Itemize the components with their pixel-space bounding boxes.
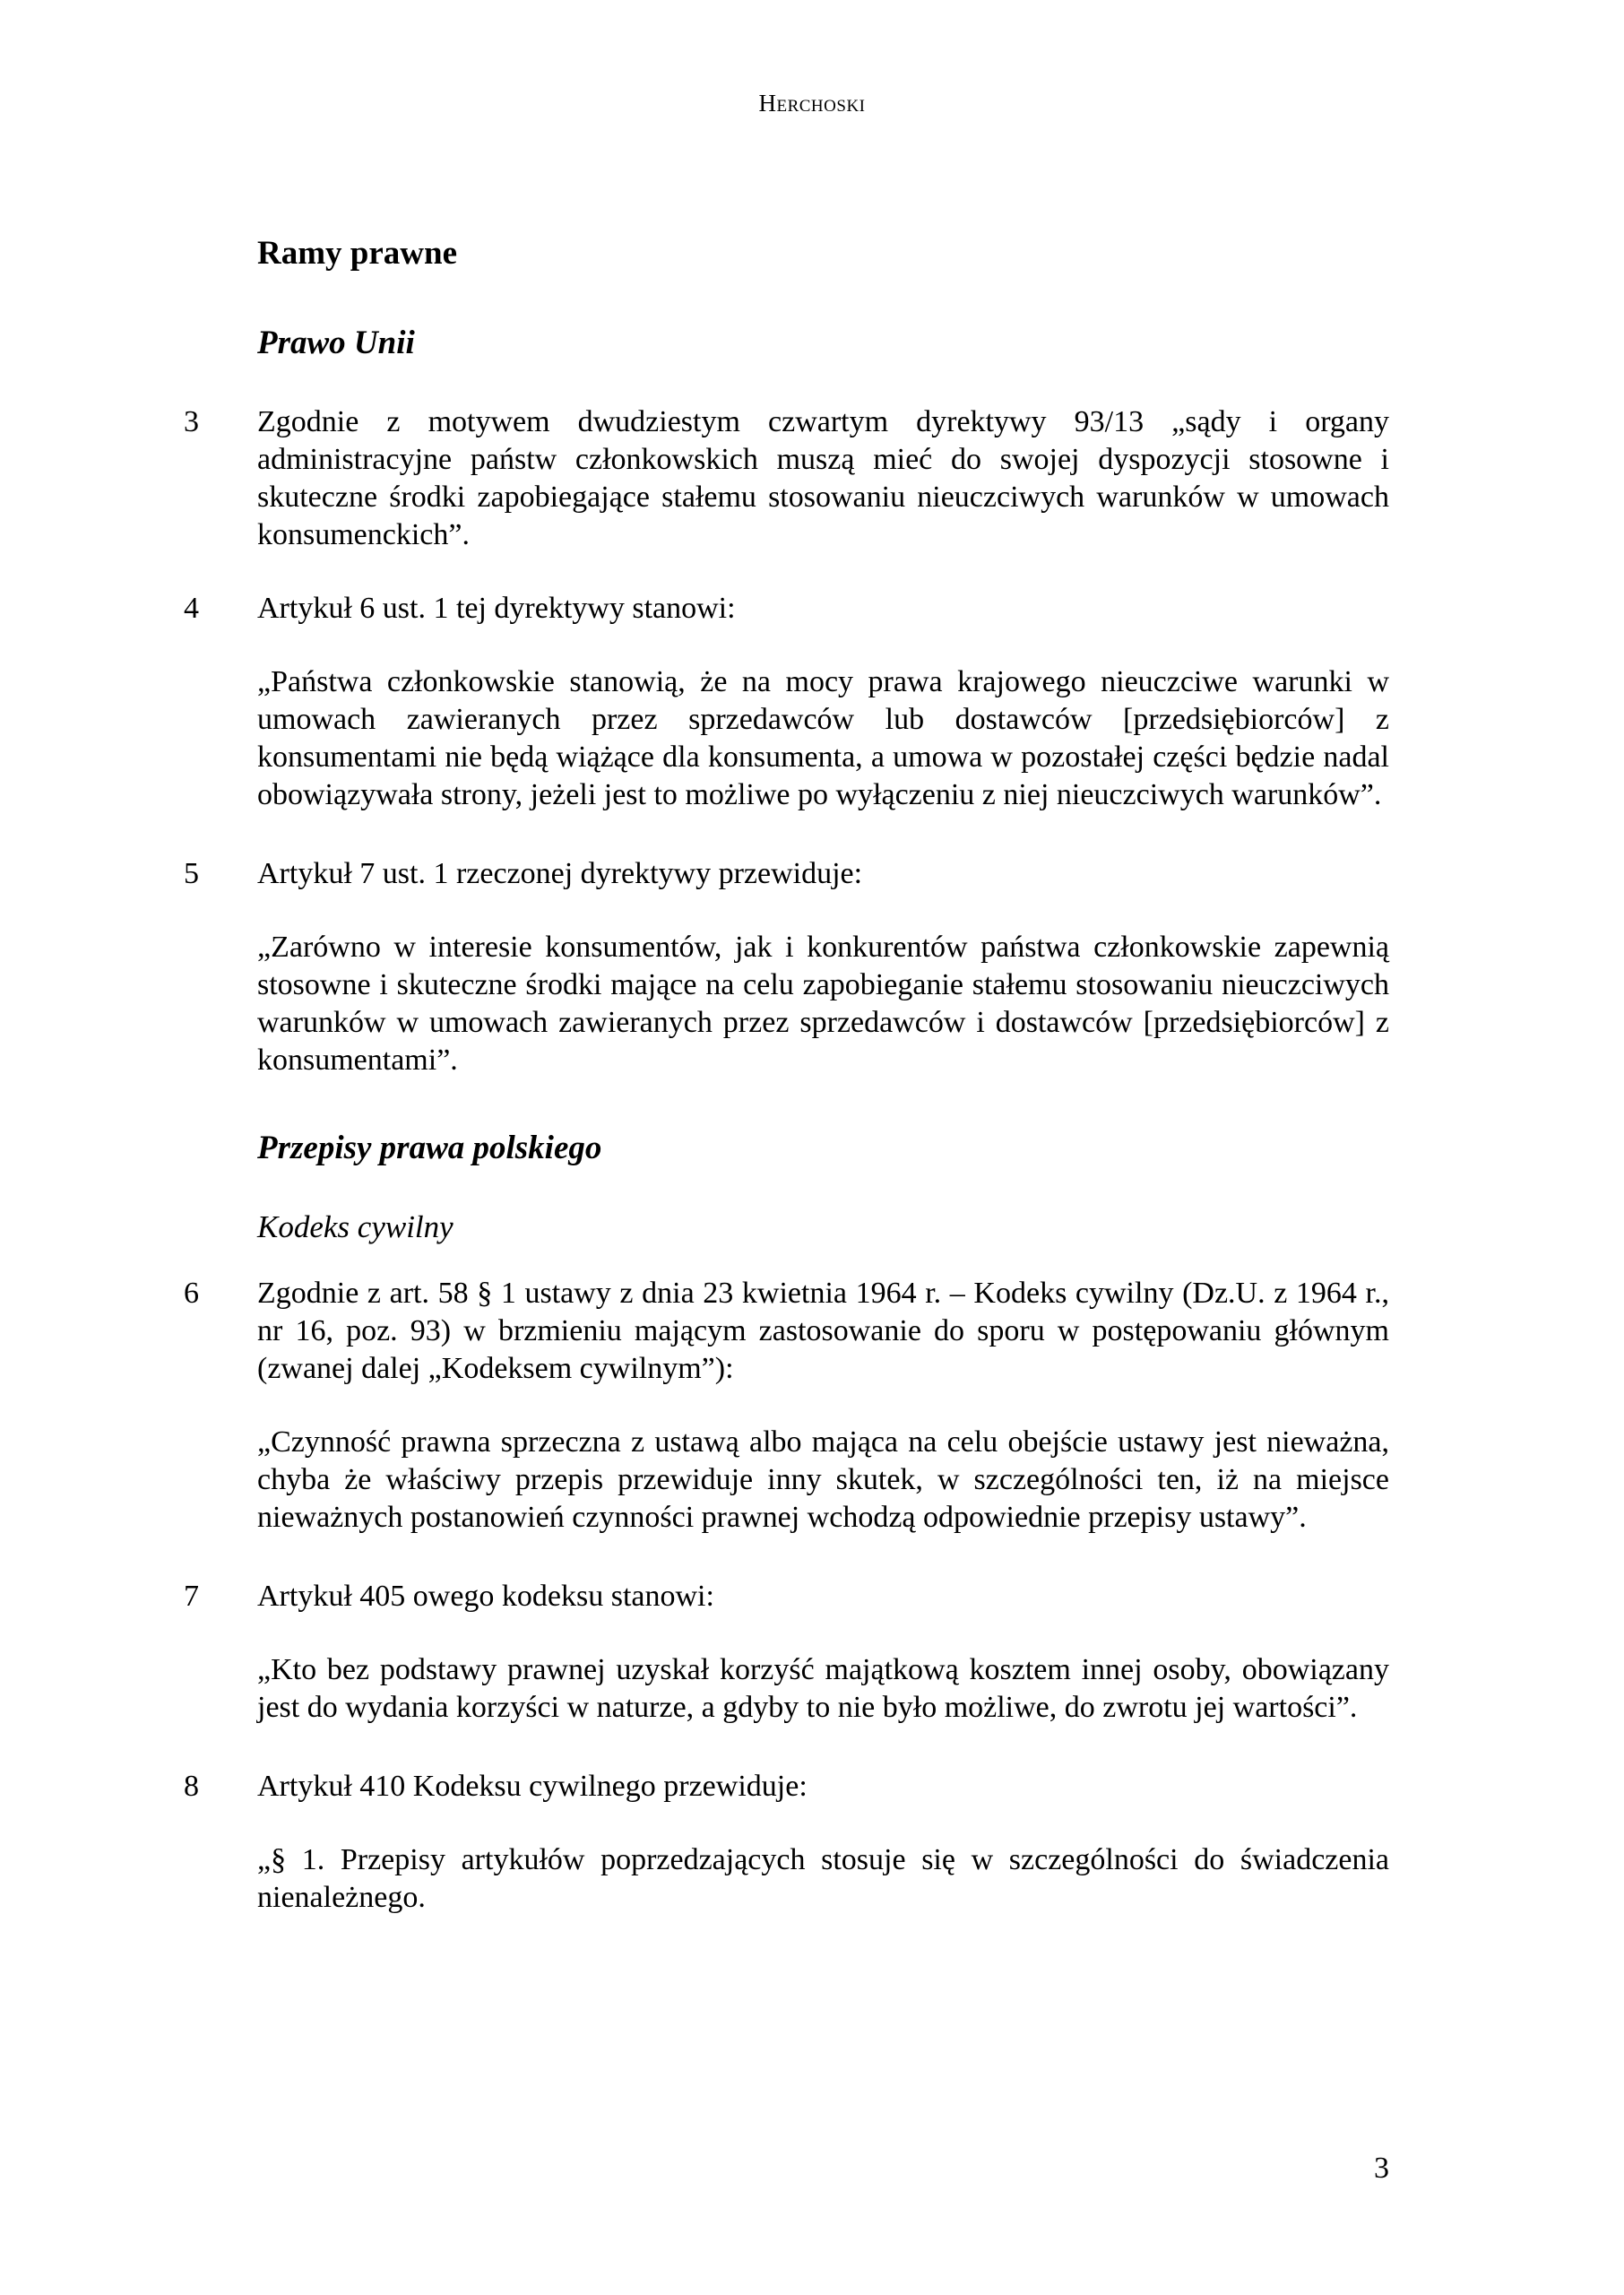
paragraph-5-text: Artykuł 7 ust. 1 rzeczonej dyrektywy przewiduje: — [257, 857, 863, 890]
subsection-heading-polish-law: Przepisy prawa polskiego — [257, 1130, 602, 1166]
paragraph-8-number: 8 — [184, 1770, 199, 1803]
paragraph-7-text: Artykuł 405 owego kodeksu stanowi: — [257, 1580, 714, 1613]
paragraph-7-number: 7 — [184, 1580, 199, 1613]
paragraph-8-text: Artykuł 410 Kodeksu cywilnego przewiduje: — [257, 1770, 808, 1803]
paragraph-4 — [184, 590, 1389, 628]
subsection-heading-eu-law: Prawo Unii — [257, 325, 415, 361]
paragraph-7-quote-text: „Kto bez podstawy prawnej uzyskał korzyść majątkową kosztem innej osoby, obowiązany jest do wydania korzyści w naturze, a gdyby to nie było możliwe, do zwrotu jej wartości”. — [257, 1653, 1389, 1724]
paragraph-6-text: Zgodnie z art. 58 § 1 ustawy z dnia 23 kwietnia 1964 r. – Kodeks cywilny (Dz.U. z 1964 r., nr 16, poz. 93) w brzmieniu mającym zastosowanie do sporu w postępowaniu głównym (zwanej dalej „Kodeksem cywilnym”): — [257, 1277, 1389, 1385]
paragraph-8-quote — [257, 1841, 1389, 1917]
paragraph-6-quote — [257, 1424, 1389, 1537]
paragraph-3-text: Zgodnie z motywem dwudziestym czwartym dyrektywy 93/13 „sądy i organy administracyjne państw członkowskich muszą mieć do swojej dyspozycji stosowne i skuteczne środki zapobiegające stałemu stosowaniu nieuczciwych warunków w umowach konsumenckich”. — [257, 405, 1389, 551]
page-number: 3 — [1374, 2152, 1389, 2185]
paragraph-5-number: 5 — [184, 857, 199, 890]
paragraph-6-number: 6 — [184, 1277, 199, 1310]
paragraph-6 — [184, 1275, 1389, 1388]
paragraph-3 — [184, 403, 1389, 554]
paragraph-4-number: 4 — [184, 592, 199, 625]
section-heading-legal-framework: Ramy prawne — [257, 235, 458, 272]
running-header-case-name: Herchoski — [758, 90, 866, 117]
paragraph-4-quote — [257, 663, 1389, 814]
paragraph-4-text: Artykuł 6 ust. 1 tej dyrektywy stanowi: — [257, 592, 736, 625]
paragraph-7-quote — [257, 1651, 1389, 1727]
paragraph-5-quote-text: „Zarówno w interesie konsumentów, jak i konkurentów państwa członkowskie zapewnią stosowne i skuteczne środki mające na celu zapobieganie stałemu stosowaniu nieuczciwych warunków w umowach zawieranych przez sprzedawców i dostawców [przedsiębiorców] z konsumentami”. — [257, 931, 1389, 1077]
paragraph-3-number: 3 — [184, 405, 199, 438]
paragraph-4-quote-text: „Państwa członkowskie stanowią, że na mocy prawa krajowego nieuczciwe warunki w umowach zawieranych przez sprzedawców lub dostawców [przedsiębiorców] z konsumentami nie będą wiążące dla konsumenta, a umowa w pozostałej części będzie nadal obowiązywała strony, jeżeli jest to możliwe po wyłączeniu z niej nieuczciwych warunków”. — [257, 665, 1389, 811]
paragraph-8-quote-text: „§ 1. Przepisy artykułów poprzedzających stosuje się w szczególności do świadczenia nienależnego. — [257, 1843, 1389, 1914]
paragraph-6-quote-text: „Czynność prawna sprzeczna z ustawą albo mająca na celu obejście ustawy jest nieważna, chyba że właściwy przepis przewiduje inny skutek, w szczególności ten, iż na miejsce nieważnych postanowień czynności prawnej wchodzą odpowiednie przepisy ustawy”. — [257, 1425, 1389, 1534]
subsection-heading-civil-code: Kodeks cywilny — [257, 1209, 454, 1244]
paragraph-5 — [184, 855, 1389, 893]
paragraph-7 — [184, 1578, 1389, 1615]
paragraph-8 — [184, 1768, 1389, 1806]
document-content — [184, 235, 1389, 1958]
paragraph-5-quote — [257, 929, 1389, 1079]
